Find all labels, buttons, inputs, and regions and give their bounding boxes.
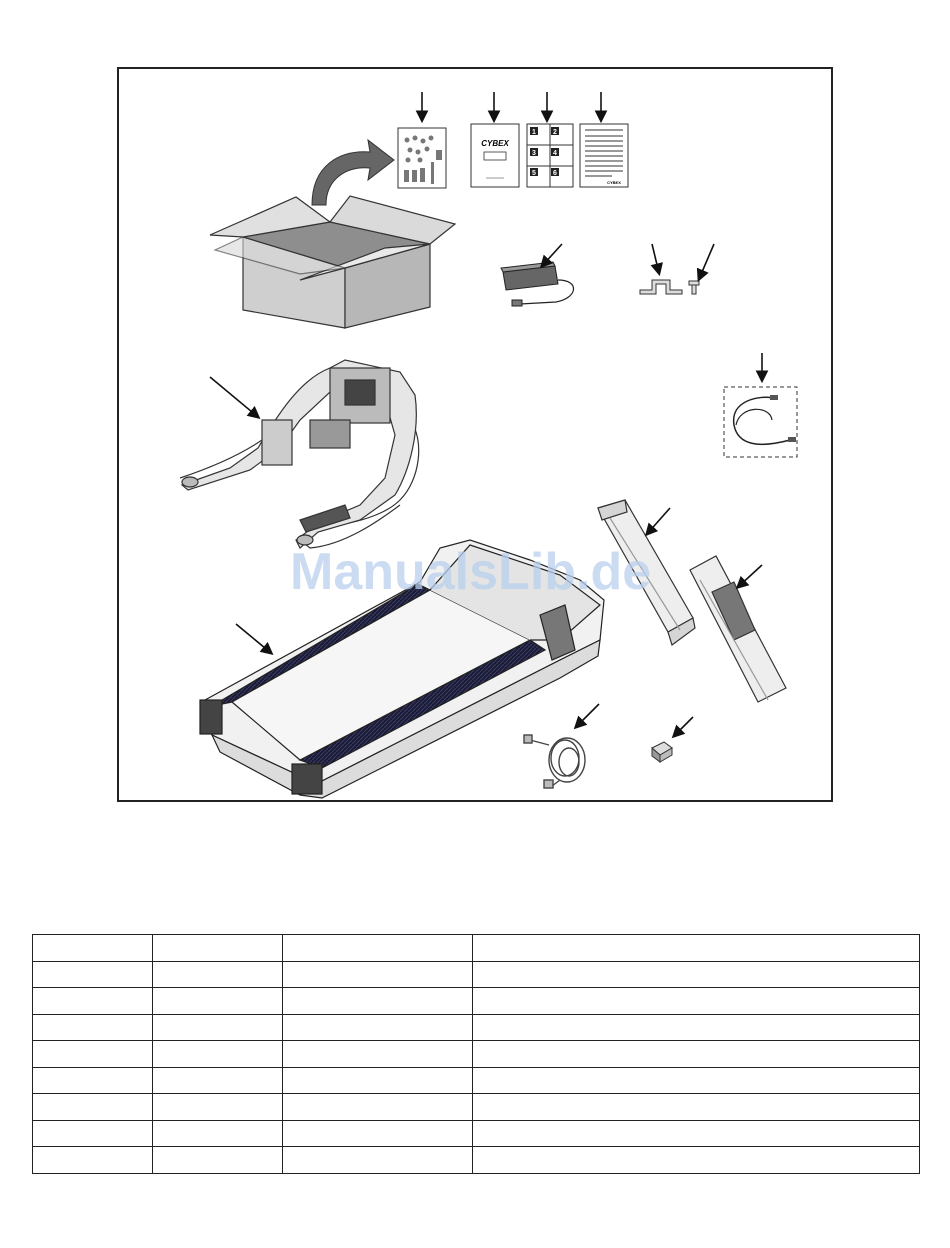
table-cell (33, 935, 153, 962)
table-cell (283, 988, 473, 1015)
table-cell (33, 961, 153, 988)
assembly-sheet (527, 124, 573, 187)
network-cable (724, 387, 797, 457)
table-cell (33, 1147, 153, 1174)
table-cell (33, 1041, 153, 1068)
table-cell (283, 1094, 473, 1121)
table-row (33, 1094, 920, 1121)
sheet-label-2: 2 (553, 129, 557, 136)
table-cell (283, 1147, 473, 1174)
table-cell (283, 935, 473, 962)
hardware-kit-card (398, 128, 446, 188)
table-cell (473, 1041, 920, 1068)
table-row (33, 961, 920, 988)
table-cell (283, 1120, 473, 1147)
power-cord (524, 735, 585, 788)
table-cell (473, 1067, 920, 1094)
table-cell (33, 1067, 153, 1094)
owners-manual (471, 124, 519, 187)
sheet-label-6: 6 (553, 170, 557, 177)
table-cell (473, 935, 920, 962)
table-cell (153, 988, 283, 1015)
table-cell (473, 1147, 920, 1174)
sheet-cybex-logo: CYBEX (607, 180, 621, 185)
table-cell (473, 1120, 920, 1147)
table-cell (153, 935, 283, 962)
table-cell (153, 1094, 283, 1121)
table-row (33, 1041, 920, 1068)
table-cell (153, 1041, 283, 1068)
table-cell (283, 961, 473, 988)
table-cell (473, 988, 920, 1015)
table-cell (283, 1014, 473, 1041)
table-cell (153, 961, 283, 988)
table-row (33, 1120, 920, 1147)
table-row (33, 1147, 920, 1174)
table-cell (473, 961, 920, 988)
sheet-label-1: 1 (532, 129, 536, 136)
table-cell (283, 1041, 473, 1068)
plug-adapter (652, 742, 672, 762)
shipping-box (210, 196, 455, 328)
table-cell (153, 1120, 283, 1147)
sheet-label-4: 4 (553, 150, 557, 157)
unpack-arrow (312, 140, 394, 205)
table-cell (153, 1067, 283, 1094)
instruction-sheet (580, 124, 628, 187)
cybex-logo: CYBEX (481, 139, 509, 148)
sheet-label-5: 5 (532, 170, 536, 177)
table-row (33, 1014, 920, 1041)
watermark: ManualsLib.de (290, 543, 652, 601)
parts-table-body (33, 935, 920, 1174)
upright-logo-cover (690, 556, 786, 702)
table-cell (283, 1067, 473, 1094)
table-row (33, 988, 920, 1015)
table-cell (473, 1014, 920, 1041)
table-cell (33, 1094, 153, 1121)
table-cell (473, 1094, 920, 1121)
table-cell (33, 988, 153, 1015)
power-adapter (501, 262, 574, 306)
sheet-label-3: 3 (532, 150, 536, 157)
table-cell (153, 1014, 283, 1041)
table-row (33, 935, 920, 962)
mounting-bracket (640, 280, 699, 294)
console-assembly (180, 360, 419, 548)
table-row (33, 1067, 920, 1094)
table-cell (33, 1014, 153, 1041)
parts-table (32, 934, 920, 1174)
table-cell (153, 1147, 283, 1174)
table-cell (33, 1120, 153, 1147)
